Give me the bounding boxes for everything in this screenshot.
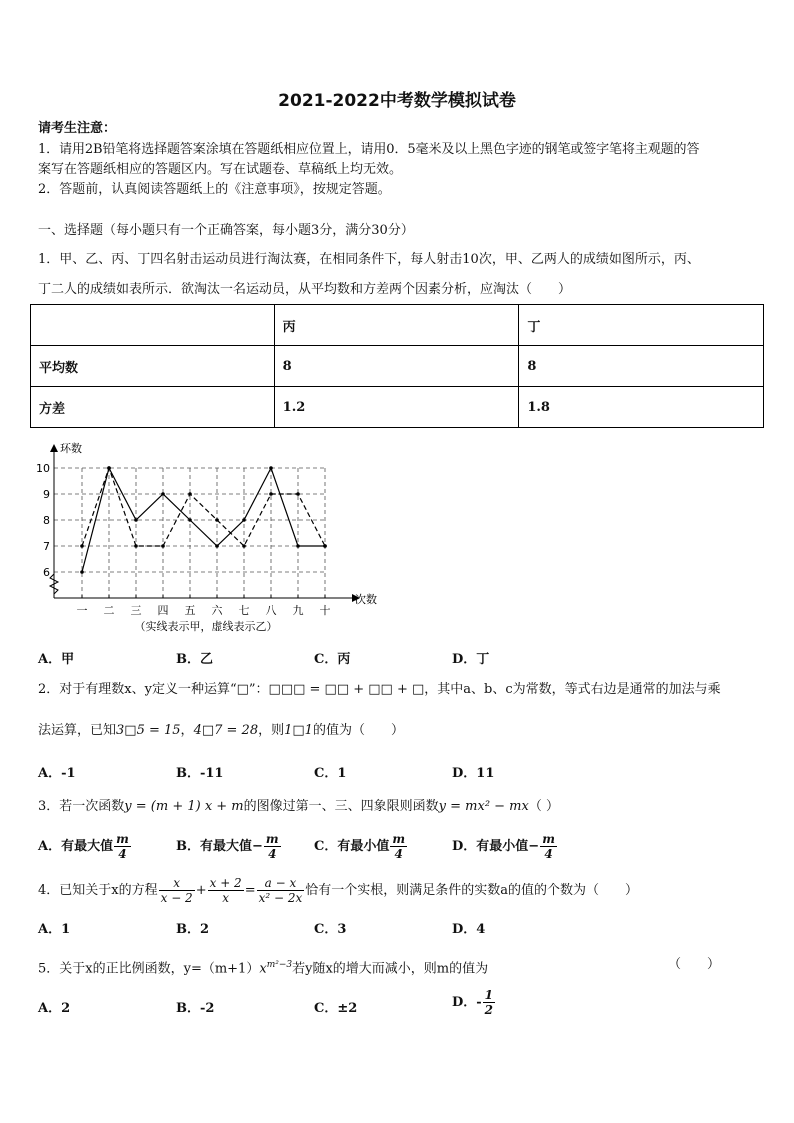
data-point: [80, 570, 84, 574]
q5-suffix: 若y随x的增大而减小，则m的值为: [292, 961, 489, 977]
q2-ask: 1□1: [284, 723, 313, 738]
table-row: [31, 305, 764, 346]
notice-heading: 请考生注意：: [38, 121, 117, 136]
q4-equals: =: [244, 883, 256, 898]
data-point: [269, 492, 273, 496]
q5-option-c[interactable]: C．±2: [314, 1001, 358, 1016]
q2-mid: ”：: [248, 682, 269, 697]
table-cell: 1.2: [274, 387, 519, 428]
data-point: [134, 544, 138, 548]
x-tick-label: 三: [130, 604, 142, 617]
q1-option-d[interactable]: D．丁: [452, 652, 490, 667]
q2-line-1: [38, 681, 721, 699]
q3-func-2: y = mx² − mx: [438, 799, 529, 814]
q4-option-d[interactable]: D．4: [452, 922, 486, 937]
q2-option-c[interactable]: C．1: [314, 766, 347, 781]
q2-suffix: ，其中a、b、c为常数，等式右边是通常的加法与乘: [424, 682, 721, 697]
fraction-numerator: m: [265, 832, 279, 846]
fraction-denominator: x: [222, 891, 230, 905]
data-point: [242, 518, 246, 522]
q5-line: [38, 956, 488, 978]
data-point: [215, 518, 219, 522]
option-fraction: [264, 832, 281, 861]
series-line-dashed: [82, 468, 325, 546]
q1-option-c[interactable]: C．丙: [314, 652, 351, 667]
data-point: [269, 466, 273, 470]
x-tick-label: 九: [292, 604, 304, 617]
data-point: [134, 518, 138, 522]
x-tick-label: 四: [157, 604, 169, 617]
x-tick-label: 五: [184, 604, 196, 617]
data-point: [296, 492, 300, 496]
fraction-numerator: x: [159, 876, 195, 891]
table-row: [31, 346, 764, 387]
fraction-denominator: x − 2: [160, 891, 193, 905]
q5-option-d[interactable]: [452, 988, 496, 1017]
fraction-denominator: 2: [484, 1003, 494, 1017]
table-cell: 8: [519, 346, 764, 387]
fraction-denominator: 4: [544, 847, 553, 861]
q4-plus: +: [195, 883, 207, 898]
q3-option-c[interactable]: [314, 832, 408, 861]
q4-fraction-2: [208, 876, 244, 905]
x-tick-label: 六: [211, 604, 223, 617]
q3-line: [38, 798, 559, 816]
q3-suffix: （ ）: [528, 799, 559, 814]
q2-known-1: 3□5 = 15: [116, 723, 181, 738]
q2-operator-box: □: [236, 682, 249, 697]
x-tick-label: 十: [319, 604, 331, 617]
option-text: A．有最大值: [38, 839, 114, 854]
q2-text: 法运算，已知: [38, 723, 117, 738]
q4-option-b[interactable]: B．2: [176, 922, 210, 937]
fraction-numerator: x + 2: [209, 876, 242, 890]
page-title: 2021-2022中考数学模拟试卷: [278, 91, 516, 111]
table-cell: 1.8: [519, 387, 764, 428]
table-row: [31, 387, 764, 428]
q2-text: ，则: [258, 723, 285, 738]
fraction-numerator: m: [392, 832, 406, 846]
q2-known-2: 4□7 = 28: [193, 723, 259, 738]
data-point: [107, 466, 111, 470]
option-text: C．有最小值: [314, 839, 390, 854]
q2-prefix: 2．对于有理数x、y定义一种运算“: [38, 682, 237, 697]
q2-option-b[interactable]: B．-11: [176, 766, 224, 781]
q3-mid: 的图像过第一、三、四象限则函数: [243, 799, 439, 814]
option-text: D．有最小值: [452, 839, 529, 854]
q5-paren: （ ）: [668, 957, 721, 972]
x-tick-label: 一: [76, 604, 88, 617]
q3-option-a[interactable]: [38, 832, 132, 861]
option-fraction: [540, 832, 557, 861]
notice-line-2: 案写在答题纸相应的答题区内。写在试题卷、草稿纸上均无效。: [38, 162, 403, 177]
table-cell: [31, 305, 275, 346]
q2-option-d[interactable]: D．11: [452, 766, 495, 781]
q3-prefix: 3．若一次函数: [38, 799, 125, 814]
notice-line-3: 2．答题前，认真阅读答题纸上的《注意事项》，按规定答题。: [38, 182, 391, 197]
q3-option-b[interactable]: [176, 832, 282, 861]
option-text: B．有最大值: [176, 839, 252, 854]
fraction-numerator: m: [116, 832, 129, 846]
y-axis-label: 环数: [60, 442, 82, 455]
score-chart: [30, 440, 390, 640]
q4-option-c[interactable]: C．3: [314, 922, 347, 937]
x-tick-label: 八: [265, 604, 277, 617]
q1-line-2: 丁二人的成绩如表所示．欲淘汰一名运动员，从平均数和方差两个因素分析，应淘汰（ ）: [38, 282, 572, 297]
data-point: [215, 544, 219, 548]
chart-grid: [54, 468, 325, 598]
section-heading: 一、选择题（每小题只有一个正确答案，每小题3分，满分30分）: [38, 223, 414, 238]
table-cell: 8: [274, 346, 519, 387]
fraction-numerator: 1: [484, 988, 494, 1002]
q4-fraction-1: [159, 876, 195, 905]
q4-line: [38, 876, 638, 905]
fraction-denominator: 4: [394, 847, 403, 861]
option-fraction: [390, 832, 407, 861]
option-text: D．-: [452, 995, 482, 1010]
x-tick-label: 七: [238, 604, 250, 617]
data-point: [242, 544, 246, 548]
fraction-numerator: m: [542, 832, 555, 846]
fraction-numerator: a − x: [257, 876, 305, 891]
q4-prefix: 4．已知关于x的方程: [38, 883, 158, 898]
q5-prefix: 5．关于x的正比例函数，y=（m+1）: [38, 961, 260, 977]
data-point: [161, 492, 165, 496]
y-axis-arrow: [50, 444, 58, 452]
data-point: [188, 492, 192, 496]
y-tick-label: 8: [43, 514, 50, 527]
fraction-denominator: x² − 2x: [258, 891, 303, 905]
chart-caption: （实线表示甲，虚线表示乙）: [134, 620, 278, 633]
y-tick-label: 10: [36, 462, 50, 475]
data-point: [296, 544, 300, 548]
q1-table: [30, 304, 764, 428]
data-point: [323, 544, 327, 548]
fraction-denominator: 4: [268, 847, 277, 861]
table-cell: 丁: [519, 305, 764, 346]
chart-ticks: [36, 462, 331, 617]
q2-sep: ，: [180, 723, 194, 738]
option-sign: −: [252, 839, 263, 854]
q3-option-d[interactable]: [452, 832, 558, 861]
q4-suffix: 恰有一个实根，则满足条件的实数a的值的个数为（ ）: [305, 883, 639, 898]
q2-line-2: [38, 722, 404, 740]
data-point: [80, 544, 84, 548]
data-point: [161, 544, 165, 548]
q1-option-b[interactable]: B．乙: [176, 652, 213, 667]
q4-option-a[interactable]: A．1: [38, 922, 71, 937]
q2-text: 的值为（ ）: [312, 723, 404, 738]
q2-formula: □□□ = □□ + □□ + □: [268, 682, 425, 697]
table-cell: 方差: [31, 387, 275, 428]
option-sign: −: [528, 839, 540, 854]
q5-option-a[interactable]: A．2: [38, 1001, 71, 1016]
y-tick-label: 9: [43, 488, 50, 501]
y-tick-label: 7: [43, 540, 50, 553]
option-fraction: [483, 988, 495, 1017]
q4-fraction-3: [257, 876, 305, 905]
q5-option-b[interactable]: B．-2: [176, 1001, 215, 1016]
x-tick-label: 二: [103, 604, 115, 617]
q1-line-1: 1．甲、乙、丙、丁四名射击运动员进行淘汰赛，在相同条件下，每人射击10次，甲、乙两人的成绩如图所示，丙、: [38, 252, 700, 267]
q3-func-1: y = (m + 1) x + m: [124, 799, 244, 814]
q1-option-a[interactable]: A．甲: [38, 652, 75, 667]
q5-power-exponent: m²−3: [266, 960, 293, 970]
data-point: [188, 518, 192, 522]
option-fraction: [114, 832, 131, 861]
table-cell: 丙: [274, 305, 519, 346]
table-cell: 平均数: [31, 346, 275, 387]
y-tick-label: 6: [43, 566, 50, 579]
x-axis-label: 次数: [355, 593, 377, 606]
q2-option-a[interactable]: A．-1: [38, 766, 76, 781]
q5-power-base: x: [259, 961, 267, 977]
notice-line-1: 1．请用2B铅笔将选择题答案涂填在答题纸相应位置上，请用0．5毫米及以上黑色字迹的钢笔或签字笔将主观题的答: [38, 142, 700, 157]
fraction-denominator: 4: [118, 847, 127, 861]
